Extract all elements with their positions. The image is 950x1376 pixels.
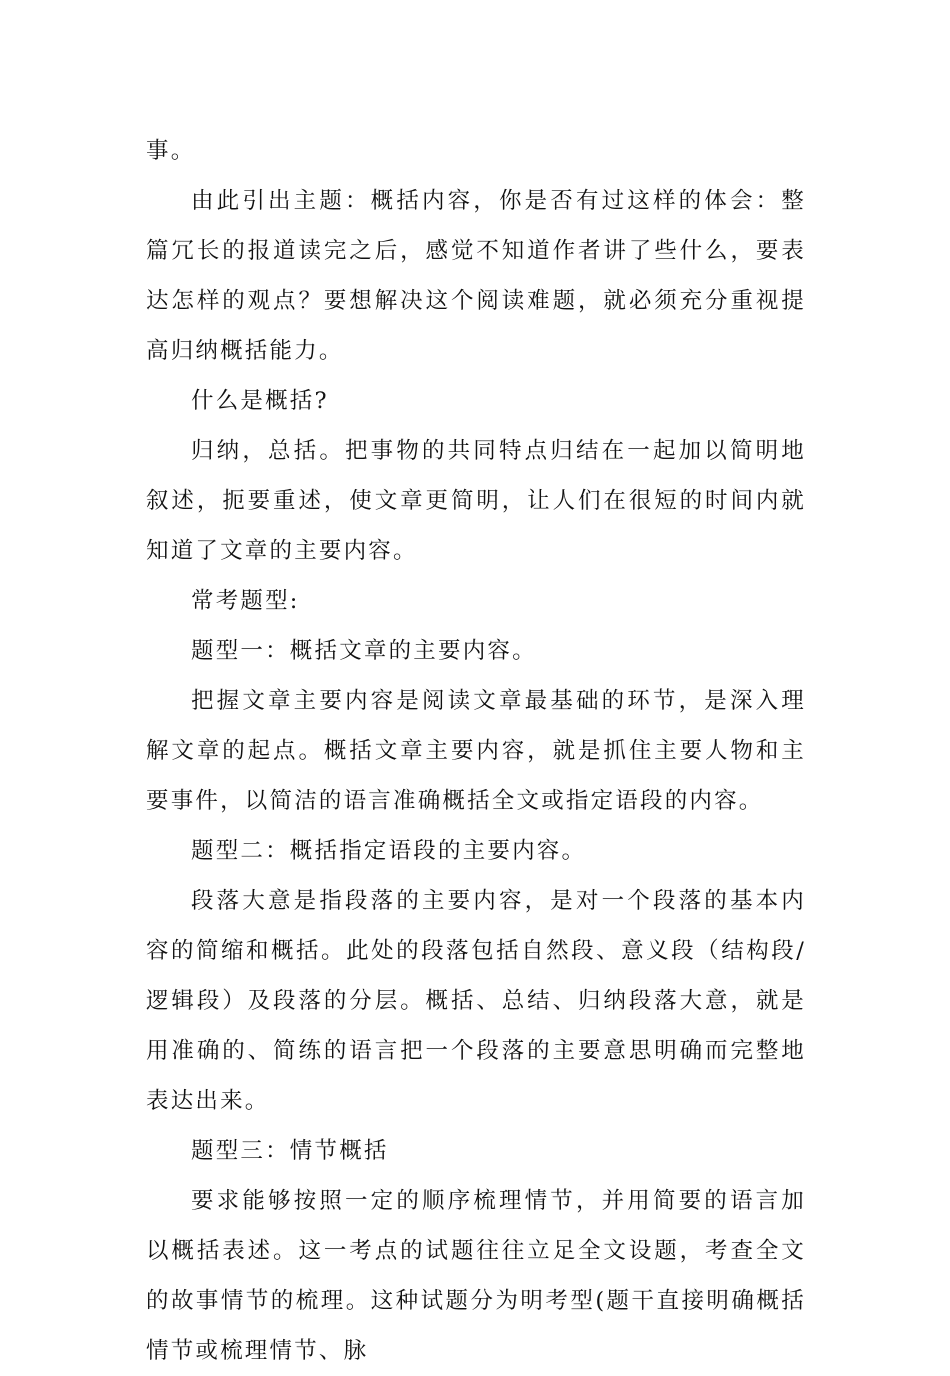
- heading-type-two: 题型二：概括指定语段的主要内容。: [191, 838, 587, 864]
- heading-common-question-types: 常考题型:: [191, 588, 300, 614]
- heading-what-is-summary: 什么是概括?: [191, 388, 329, 414]
- paragraph-type-two-body: 段落大意是指段落的主要内容，是对一个段落的基本内容的简缩和概括。此处的段落包括自然段、意义段（结构段/逻辑段）及段落的分层。概括、总结、归纳段落大意，就是用准确的、简练的语言把一个段落的主要意思明确而完整地表达出来。: [146, 888, 806, 1114]
- paragraph-intro-topic: 由此引出主题：概括内容，你是否有过这样的体会：整篇冗长的报道读完之后，感觉不知道作者讲了些什么，要表达怎样的观点？要想解决这个阅读难题，就必须充分重视提高归纳概括能力。: [146, 188, 806, 364]
- paragraph-type-one-body: 把握文章主要内容是阅读文章最基础的环节，是深入理解文章的起点。概括文章主要内容，就是抓住主要人物和主要事件，以简洁的语言准确概括全文或指定语段的内容。: [146, 688, 806, 814]
- document-page: [146, 126, 806, 1376]
- heading-type-three: 题型三：情节概括: [191, 1138, 389, 1164]
- heading-type-one: 题型一：概括文章的主要内容。: [191, 638, 537, 664]
- paragraph-continuation: 事。: [146, 138, 196, 164]
- paragraph-summary-definition: 归纳，总括。把事物的共同特点归结在一起加以简明地叙述，扼要重述，使文章更简明，让人们在很短的时间内就知道了文章的主要内容。: [146, 438, 806, 564]
- paragraph-type-three-body: 要求能够按照一定的顺序梳理情节，并用简要的语言加以概括表述。这一考点的试题往往立足全文设题，考查全文的故事情节的梳理。这种试题分为明考型(题干直接明确概括情节或梳理情节、脉: [146, 1188, 806, 1364]
